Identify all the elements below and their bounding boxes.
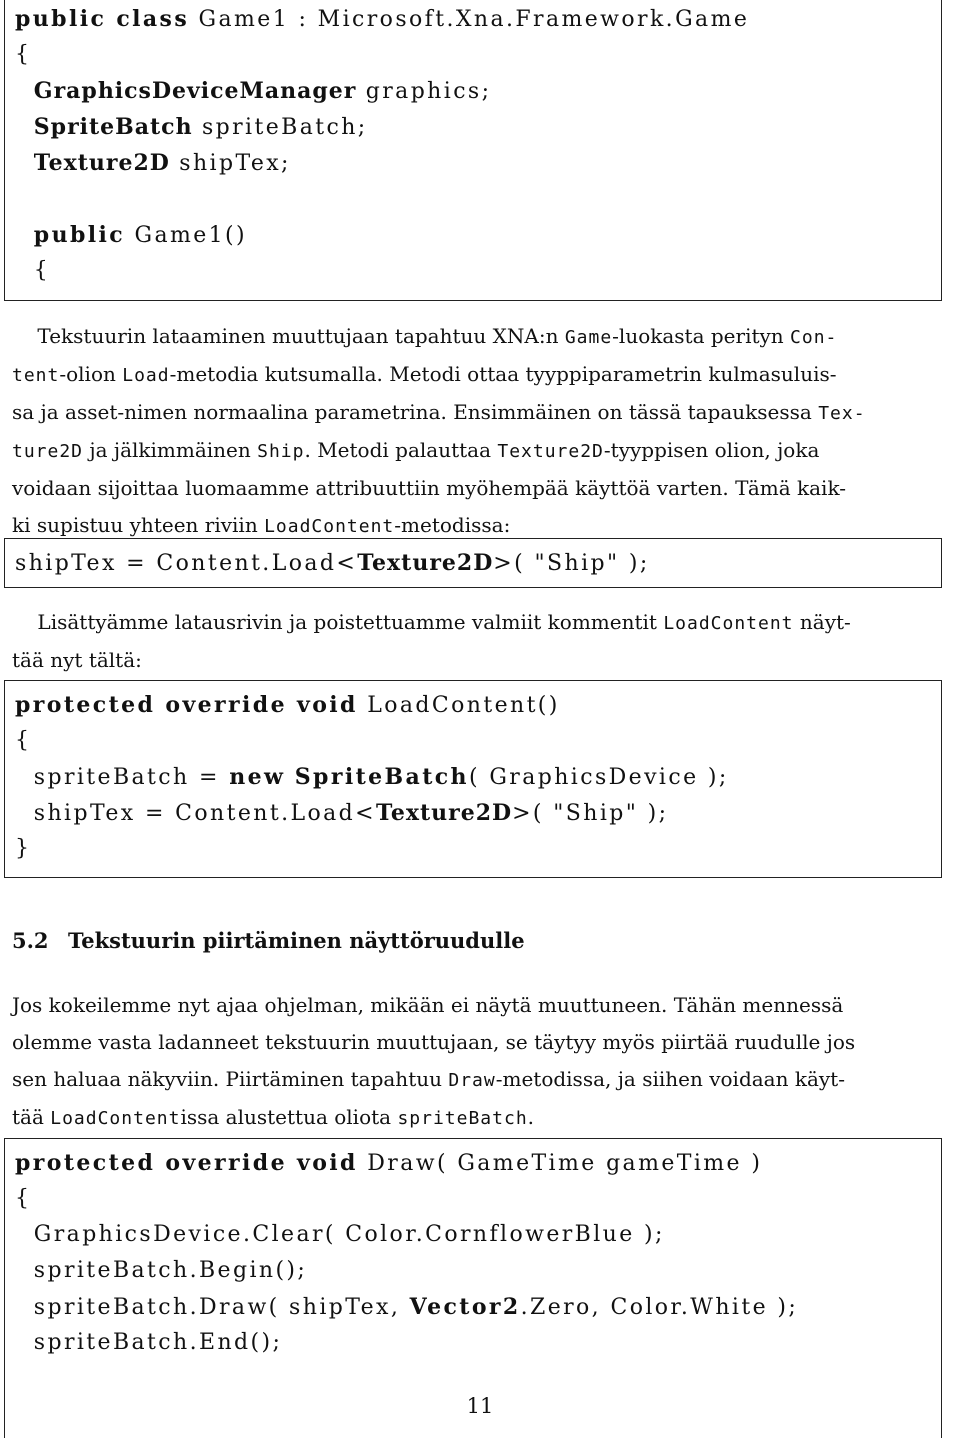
code-block [15,1145,798,1361]
section-title: Tekstuurin piirtäminen näyttöruudulle [68,928,525,953]
text-run: olemme vasta ladanneet tekstuurin muuttujaan, se täytyy myös piirtää ruudulle jos [12,1030,856,1054]
page-number: 11 [466,1394,494,1418]
code-token: spriteBatch = [15,765,230,790]
code-line [15,1145,798,1181]
text-line [12,318,942,356]
code-block [15,1,749,289]
code-token: Texture2D [33,150,170,176]
code-line [15,1253,798,1289]
code-token: spriteBatch.End(); [15,1330,283,1355]
code-token: shipTex = Content.Load< [15,801,376,826]
code-token: shipTex = Content.Load< [15,551,358,576]
code-line [15,723,729,759]
code-token: { [15,42,32,67]
text-line [12,1099,942,1137]
code-token: spriteBatch.Draw( shipTex, [15,1295,410,1320]
text-run: -olion [59,362,123,386]
text-run: sen haluaa näkyviin. Piirtäminen tapahtuu [12,1067,449,1091]
code-token: Texture2D [357,550,494,576]
code-token: LoadContent() [357,693,560,718]
paragraph-loadcontent-intro [12,604,942,679]
text-run: Tekstuurin lataaminen muuttujaan tapahtuu XNA:n [12,324,565,348]
code-line [15,831,729,867]
text-run: voidaan sijoittaa luomaamme attribuuttiin myöhempää käyttöä varten. Tämä kaik- [12,476,846,500]
code-token: { [15,258,51,283]
text-run: näyt- [793,610,851,634]
code-line [15,1181,798,1217]
text-run: ja jälkimmäinen [83,438,258,462]
code-token [285,765,294,790]
code-token: Vector2 [409,1294,521,1320]
text-run: tää [12,1105,51,1129]
code-token: spriteBatch; [192,115,368,140]
text-run: -metodia kutsumalla. Metodi ottaa tyyppiparametrin kulmasuluis- [169,362,837,386]
text-run: -luokasta perityn [612,324,791,348]
code-token [15,223,34,248]
code-line [15,545,650,581]
code-token: Game1() [125,223,248,248]
code-token: SpriteBatch [33,114,193,140]
code-token [15,151,34,176]
text-line [12,394,942,432]
text-run: issa alustettua oliota [180,1105,398,1129]
code-token: Game1 : Microsoft.Xna.Framework.Game [189,7,750,32]
code-listing-class [4,0,942,301]
inline-code: tent [12,365,60,386]
text-run: Jos kokeilemme nyt ajaa ohjelman, mikään ei näytä muuttuneen. Tähän mennessä [12,993,844,1017]
code-line [15,1217,798,1253]
code-listing-draw [4,1138,942,1438]
code-token: public class [15,6,190,32]
code-line [15,1289,798,1325]
text-run: Lisättyämme latausrivin ja poistettuamme valmiit kommentit [12,610,664,634]
code-token: new [229,764,286,790]
paragraph-texture-loading [12,318,942,545]
inline-code: Tex- [818,403,866,424]
code-token: GraphicsDevice.Clear( Color.CornflowerBlue ); [15,1222,665,1247]
code-token: graphics; [356,79,492,104]
code-token: >( "Ship" ); [512,801,669,826]
code-line [15,181,749,217]
paragraph-drawing [12,987,942,1137]
code-token [15,79,34,104]
inline-code: Game [564,327,613,348]
text-line [12,604,942,642]
inline-code: Con- [790,327,838,348]
code-token: protected override void [15,692,358,718]
inline-code: Load [122,365,170,386]
inline-code: LoadContent [264,516,395,537]
inline-code: LoadContent [663,613,794,634]
text-run: . Metodi palauttaa [304,438,498,462]
code-line [15,253,749,289]
code-token: public [33,222,126,248]
code-line [15,217,749,253]
text-line [12,470,942,507]
code-token [15,115,34,140]
text-line [12,987,942,1024]
code-line [15,1,749,37]
text-run: ki supistuu yhteen riviin [12,513,265,537]
text-run: -tyyppisen olion, joka [603,438,820,462]
inline-code: spriteBatch [397,1108,528,1129]
code-token: Draw( GameTime gameTime ) [357,1151,763,1176]
code-token: shipTex; [169,151,291,176]
text-run: tää nyt tältä: [12,648,142,672]
code-line [15,73,749,109]
section-heading [12,928,525,953]
code-line [15,145,749,181]
code-token: SpriteBatch [294,764,469,790]
code-token: .Zero, Color.White ); [520,1295,799,1320]
code-line [15,109,749,145]
code-block [15,687,729,867]
text-run: -metodissa: [394,513,511,537]
text-run: . [527,1105,535,1129]
code-line [15,687,729,723]
section-number: 5.2 [12,928,49,953]
code-line [15,795,729,831]
text-line [12,1061,942,1099]
code-token: protected override void [15,1150,358,1176]
text-line [12,1024,942,1061]
code-token: { [15,728,32,753]
code-line [15,37,749,73]
code-token: ( GraphicsDevice ); [468,765,729,790]
code-listing-loadcontent [4,680,942,878]
inline-code: LoadContent [50,1108,181,1129]
code-block [15,545,650,581]
code-token: } [15,836,32,861]
text-run: sa ja asset-nimen normaalina parametrina. Ensimmäinen on tässä tapauksessa [12,400,819,424]
inline-code: Texture2D [497,441,604,462]
code-token: spriteBatch.Begin(); [15,1258,308,1283]
text-line [12,432,942,470]
code-line [15,759,729,795]
inline-code: Draw [448,1070,496,1091]
inline-code: Ship [257,441,305,462]
code-token: >( "Ship" ); [493,551,650,576]
code-line [15,1325,798,1361]
text-line [12,642,942,679]
text-run: -metodissa, ja siihen voidaan käyt- [495,1067,845,1091]
code-token: Texture2D [375,800,513,826]
code-listing-load-line [4,538,942,588]
text-line [12,356,942,394]
inline-code: ture2D [12,441,84,462]
code-token: GraphicsDeviceManager [33,78,357,104]
code-token: { [15,1186,32,1211]
